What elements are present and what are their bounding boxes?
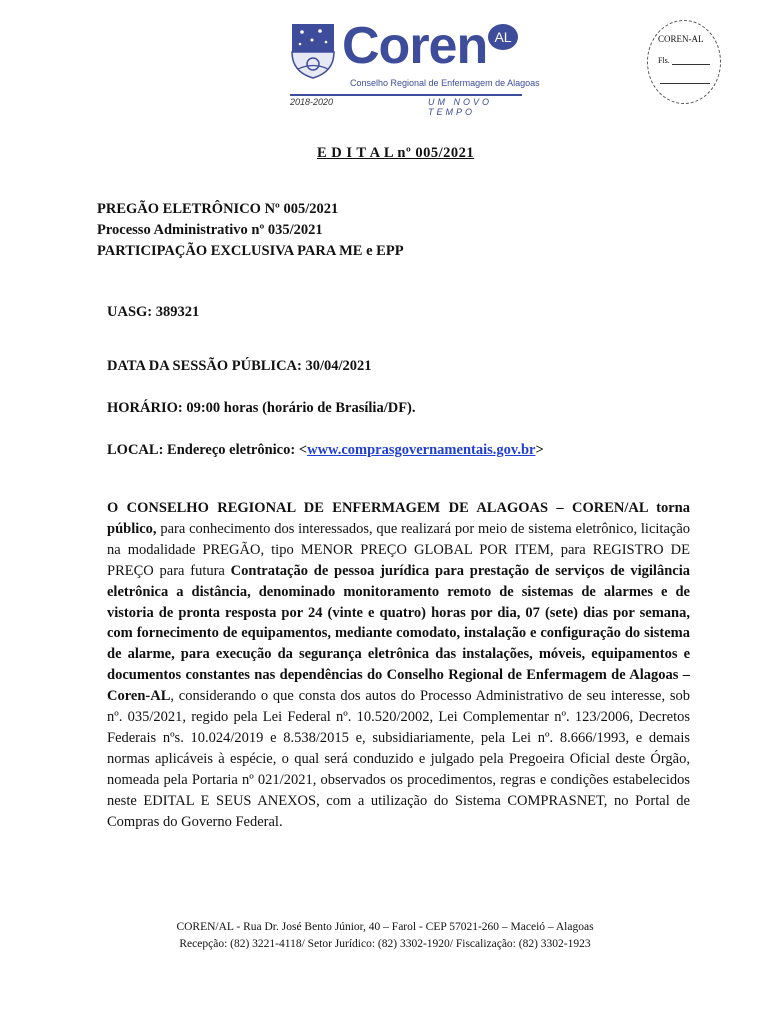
- coren-al-logo: [290, 17, 540, 117]
- schedule-line: HORÁRIO: 09:00 horas (horário de Brasília/DF).: [107, 400, 416, 416]
- body-object: Contratação de pessoa jurídica para prestação de serviços de vigilância eletrônica a distância, denominado monitoramento remoto de sistemas de alarmes e de vistoria de pronta resposta por 24 (vinte e quatro) horas por dia, 07 (sete) dias por semana, com fornecimento de equipamentos, mediante comodato, instalação e configuração do sistema de alarme, para execução da segurança eletrônica das instalações, móveis, equipamentos e documentos constantes nas dependências do Conselho Regional de Enfermagem de Alagoas – Coren-AL: [107, 562, 690, 705]
- body-paragraph: [107, 498, 690, 833]
- stamp-fls-line: [672, 64, 710, 65]
- processo-heading: Processo Administrativo nº 035/2021: [97, 222, 323, 238]
- uasg-line: UASG: 389321: [107, 304, 200, 320]
- stamp-fls-label: Fls.: [658, 56, 670, 65]
- page-title: E D I T A L nº 005/2021: [317, 145, 475, 161]
- page-footer: [0, 919, 770, 953]
- pregao-heading: PREGÃO ELETRÔNICO Nº 005/2021: [97, 201, 339, 217]
- stamp-signature-line: [660, 83, 710, 84]
- location-line: [107, 440, 544, 461]
- footer-address: COREN/AL - Rua Dr. José Bento Júnior, 40 – Farol - CEP 57021-260 – Maceió – Alagoas: [176, 921, 594, 933]
- comprasgovernamentais-link[interactable]: www.comprasgovernamentais.gov.br: [307, 442, 536, 458]
- footer-phones: Recepção: (82) 3221-4118/ Setor Jurídico: (82) 3302-1920/ Fiscalização: (82) 3302-1923: [179, 938, 591, 950]
- logo-motto: UM NOVO TEMPO: [428, 97, 493, 117]
- logo-divider: [290, 94, 522, 96]
- logo-years: 2018-2020: [290, 97, 334, 107]
- participacao-heading: PARTICIPAÇÃO EXCLUSIVA PARA ME e EPP: [97, 243, 404, 259]
- body-text-1: para conhecimento dos interessados, que realizará por meio de sistema eletrônico, licitação na modalidade PREGÃO, tipo MENOR PREÇO GLOBAL POR ITEM, para REGISTRO DE PREÇO para futura: [107, 520, 690, 579]
- page-stamp: [647, 20, 721, 104]
- logo-wordmark: Coren: [342, 17, 488, 75]
- stamp-title: COREN-AL: [658, 34, 704, 44]
- shield-emblem-icon: [290, 22, 336, 80]
- logo-subtitle: Conselho Regional de Enfermagem de Alagoas: [350, 78, 540, 88]
- body-text-2: , considerando o que consta dos autos do Processo Administrativo de seu interesse, sob nº. 035/2021, regido pela Lei Federal nº. 10.520/2002, Lei Complementar nº. 123/2006, Decretos Federais nºs. 10.024/2019 e 8.538/2015 e, subsidiariamente, pela Lei nº. 8.666/1993, e demais normas aplicáveis à espécie, o qual será conduzido e julgado pela Pregoeira Oficial deste Órgão, nomeada pela Portaria nº 021/2021, observados os procedimentos, regras e condições estabelecidos neste EDITAL E SEUS ANEXOS, com a utilização do Sistema COMPRASNET, no Portal de Compras do Governo Federal.: [107, 688, 690, 830]
- body-opening: O CONSELHO REGIONAL DE ENFERMAGEM DE ALAGOAS – COREN/AL torna público,: [107, 500, 690, 537]
- location-suffix: >: [535, 442, 544, 458]
- session-date-line: DATA DA SESSÃO PÚBLICA: 30/04/2021: [107, 358, 372, 374]
- logo-state-badge: AL: [488, 24, 518, 50]
- location-prefix: LOCAL: Endereço eletrônico: <: [107, 442, 308, 458]
